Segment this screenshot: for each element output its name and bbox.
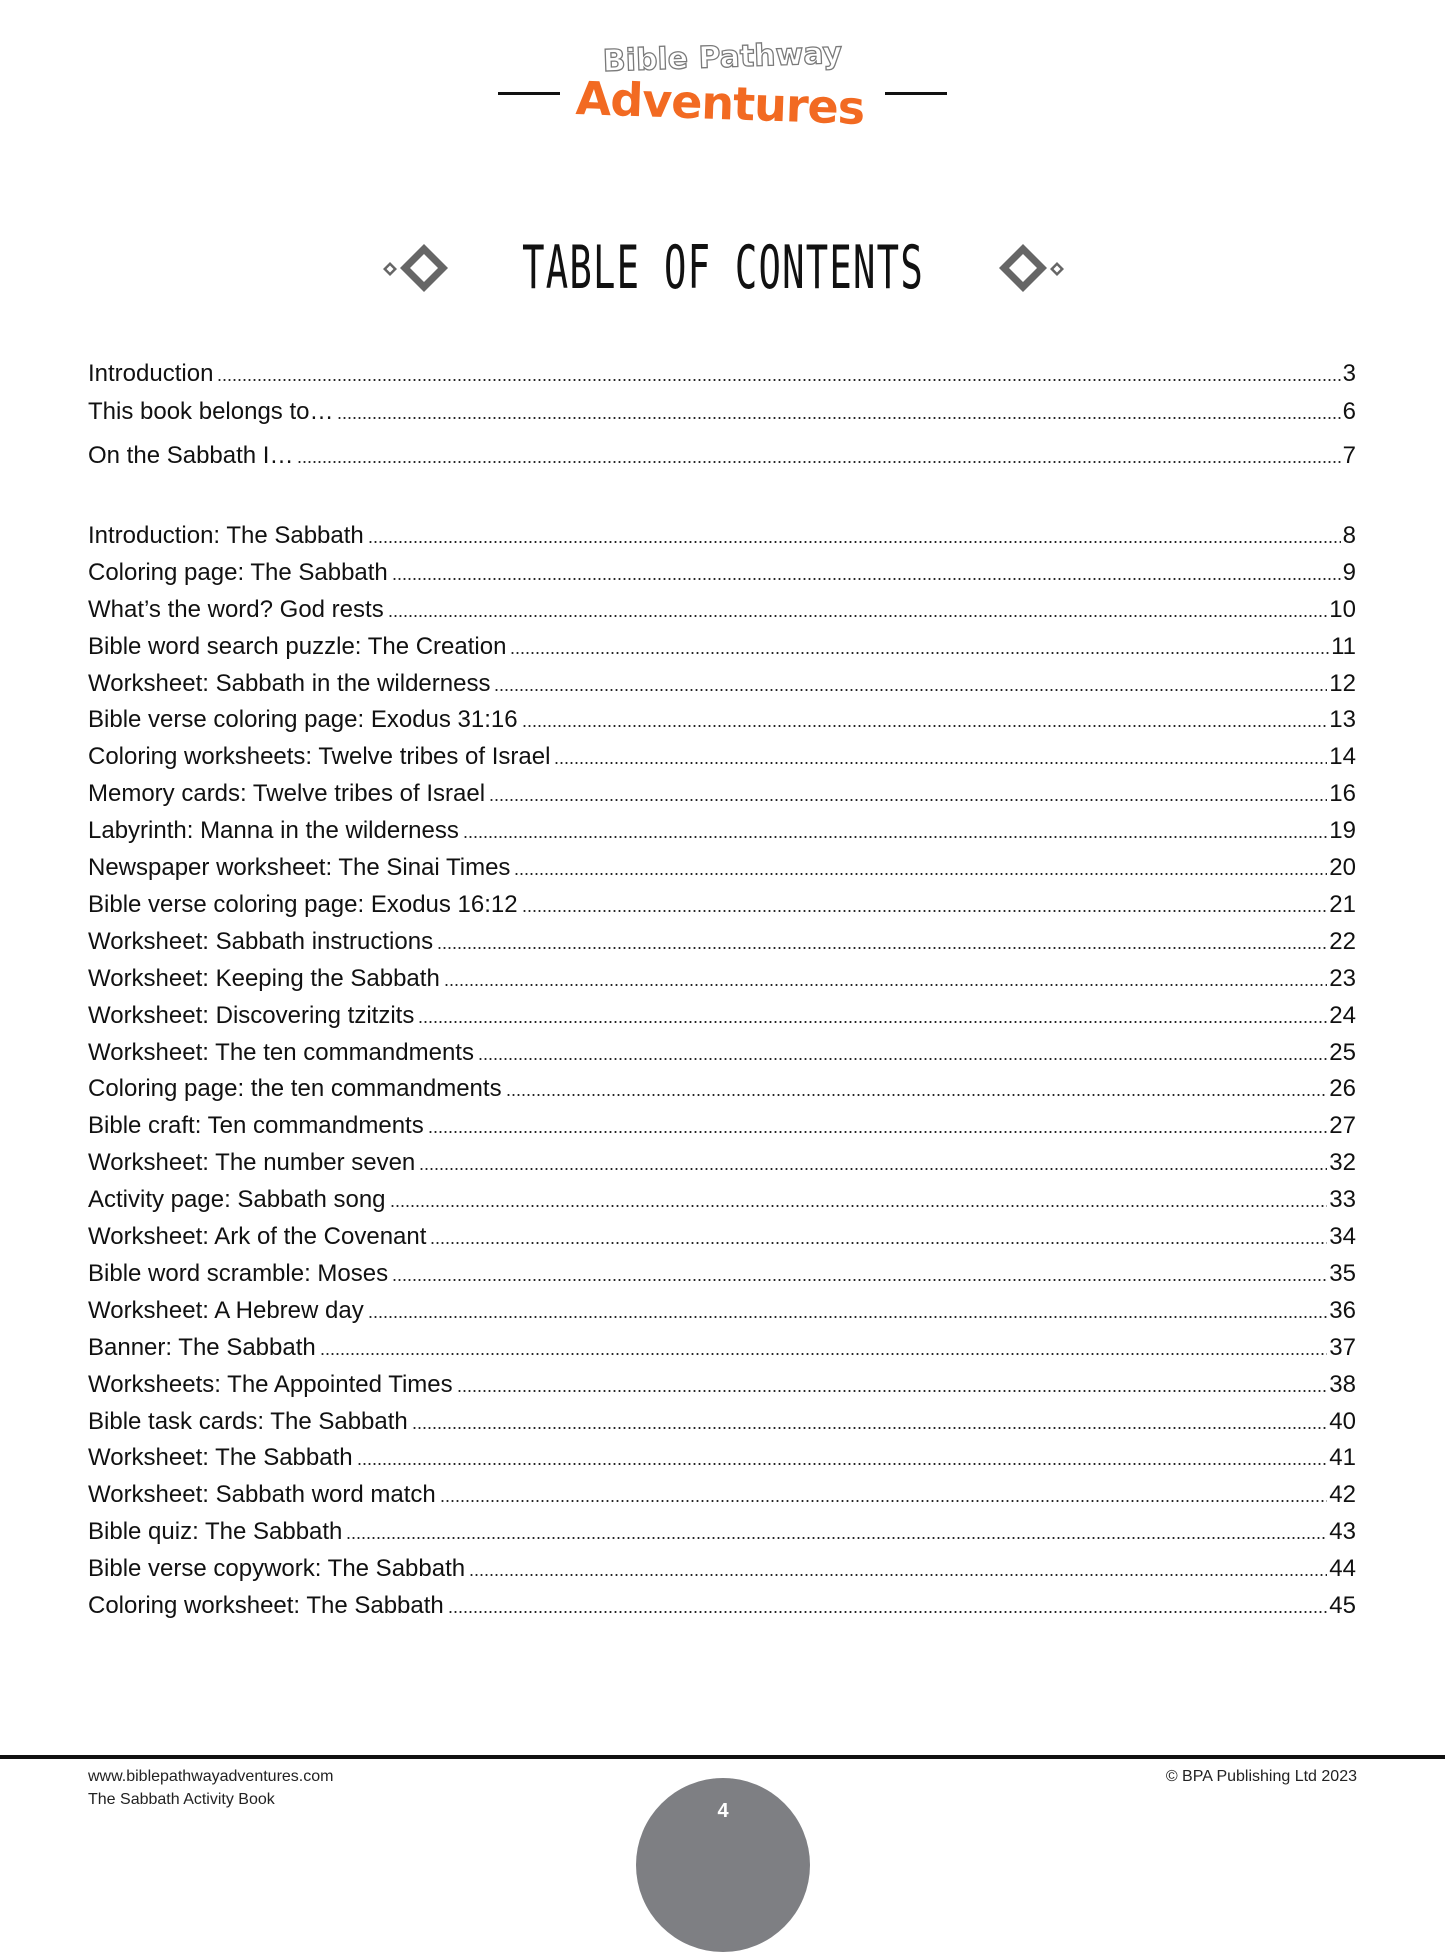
- toc-entry-title: Labyrinth: Manna in the wilderness: [88, 816, 463, 846]
- toc-entry[interactable]: [88, 1480, 1356, 1510]
- toc-entry-page: 7: [1342, 442, 1356, 469]
- footer-website[interactable]: www.biblepathwayadventures.com: [88, 1768, 334, 1785]
- toc-entry-page: 12: [1329, 670, 1356, 697]
- toc-entry[interactable]: [88, 1591, 1356, 1621]
- toc-entry[interactable]: [88, 890, 1356, 920]
- toc-entry-page: 40: [1329, 1408, 1356, 1435]
- dot-leader: [510, 650, 1329, 656]
- toc-entry-title: Worksheet: Ark of the Covenant: [88, 1222, 430, 1252]
- toc-entry[interactable]: [88, 1185, 1356, 1215]
- toc-entry-page: 14: [1329, 743, 1356, 770]
- table-of-contents: [88, 0, 1356, 1700]
- toc-entry-title: Introduction: The Sabbath: [88, 521, 368, 551]
- toc-entry[interactable]: [88, 1074, 1356, 1104]
- toc-entry[interactable]: [88, 1001, 1356, 1031]
- toc-entry[interactable]: [88, 1333, 1356, 1363]
- dot-leader: [463, 834, 1327, 840]
- toc-entry[interactable]: [88, 558, 1356, 588]
- toc-entry-page: 9: [1342, 559, 1356, 586]
- dot-leader: [430, 1240, 1327, 1246]
- toc-entry-title: Coloring worksheet: The Sabbath: [88, 1591, 448, 1621]
- dot-leader: [297, 459, 1340, 465]
- toc-entry[interactable]: [88, 1517, 1356, 1547]
- page-title-text: TABLE OF CONTENTS: [522, 233, 925, 303]
- toc-entry-title: Newspaper worksheet: The Sinai Times: [88, 853, 514, 883]
- toc-entry[interactable]: [88, 779, 1356, 809]
- toc-entry-page: 24: [1329, 1002, 1356, 1029]
- logo-text-top: Bible Pathway: [602, 35, 843, 80]
- dot-leader: [506, 1092, 1328, 1098]
- toc-entry[interactable]: [88, 1554, 1356, 1584]
- toc-entry-page: 33: [1329, 1186, 1356, 1213]
- toc-entry[interactable]: [88, 1038, 1356, 1068]
- dot-leader: [522, 908, 1328, 914]
- dot-leader: [392, 1277, 1327, 1283]
- toc-entry-title: Worksheet: Sabbath word match: [88, 1480, 440, 1510]
- toc-entry-title: Bible quiz: The Sabbath: [88, 1517, 346, 1547]
- toc-entry-page: 36: [1329, 1297, 1356, 1324]
- dot-leader: [440, 1498, 1328, 1504]
- toc-entry-title: Worksheet: Keeping the Sabbath: [88, 964, 444, 994]
- toc-entry-page: 41: [1329, 1444, 1356, 1471]
- toc-entry-page: 42: [1329, 1481, 1356, 1508]
- dot-leader: [522, 723, 1328, 729]
- toc-entry-title: On the Sabbath I…: [88, 441, 297, 471]
- dot-leader: [428, 1129, 1328, 1135]
- toc-entry[interactable]: [88, 1148, 1356, 1178]
- dot-leader: [514, 871, 1327, 877]
- toc-entry-page: 32: [1329, 1149, 1356, 1176]
- toc-entry-page: 44: [1329, 1555, 1356, 1582]
- toc-entry-page: 45: [1329, 1592, 1356, 1619]
- dot-leader: [368, 1314, 1328, 1320]
- dot-leader: [368, 539, 1341, 545]
- toc-entry-title: Coloring page: The Sabbath: [88, 558, 392, 588]
- toc-entry[interactable]: [88, 1370, 1356, 1400]
- toc-entry-page: 25: [1329, 1039, 1356, 1066]
- toc-entry-page: 43: [1329, 1518, 1356, 1545]
- dot-leader: [337, 415, 1340, 421]
- toc-entry[interactable]: [88, 359, 1356, 389]
- dot-leader: [494, 687, 1327, 693]
- toc-entry-page: 10: [1329, 596, 1356, 623]
- toc-entry[interactable]: [88, 816, 1356, 846]
- toc-entry[interactable]: [88, 441, 1356, 471]
- toc-entry[interactable]: [88, 927, 1356, 957]
- toc-entry-title: Worksheet: A Hebrew day: [88, 1296, 368, 1326]
- dot-leader: [390, 1203, 1328, 1209]
- dot-leader: [392, 576, 1341, 582]
- dot-leader: [554, 760, 1327, 766]
- toc-entry-page: 11: [1331, 633, 1356, 660]
- footer-book-title: The Sabbath Activity Book: [88, 1791, 275, 1808]
- toc-entry[interactable]: [88, 742, 1356, 772]
- toc-entry-page: 23: [1329, 965, 1356, 992]
- toc-entry-title: This book belongs to…: [88, 397, 337, 427]
- toc-entry-title: Bible word search puzzle: The Creation: [88, 632, 510, 662]
- toc-entry[interactable]: [88, 632, 1356, 662]
- dot-leader: [489, 797, 1327, 803]
- logo-text-bottom: Adventures: [574, 70, 866, 136]
- toc-entry[interactable]: [88, 1407, 1356, 1437]
- footer-copyright: © BPA Publishing Ltd 2023: [1165, 1768, 1357, 1785]
- toc-entry[interactable]: [88, 853, 1356, 883]
- toc-entry-title: Worksheet: Sabbath in the wilderness: [88, 669, 494, 699]
- toc-entry-title: Worksheet: The number seven: [88, 1148, 419, 1178]
- toc-entry-title: Bible craft: Ten commandments: [88, 1111, 428, 1141]
- toc-entry[interactable]: [88, 1111, 1356, 1141]
- toc-entry-page: 38: [1329, 1371, 1356, 1398]
- toc-entry-title: Introduction: [88, 359, 217, 389]
- toc-entry[interactable]: [88, 595, 1356, 625]
- footer-info: [88, 1765, 333, 1811]
- toc-entry-title: Worksheet: The ten commandments: [88, 1038, 478, 1068]
- toc-entry-page: 8: [1342, 522, 1356, 549]
- footer-divider: [0, 1755, 1445, 1759]
- toc-entry-page: 26: [1329, 1075, 1356, 1102]
- toc-entry-page: 13: [1329, 706, 1356, 733]
- toc-entry-title: Memory cards: Twelve tribes of Israel: [88, 779, 489, 809]
- dot-leader: [448, 1609, 1328, 1615]
- dot-leader: [444, 982, 1328, 988]
- toc-entry[interactable]: [88, 1443, 1356, 1473]
- toc-entry-title: What’s the word? God rests: [88, 595, 388, 625]
- page-number: 4: [717, 1800, 729, 1822]
- dot-leader: [469, 1572, 1327, 1578]
- toc-entry-page: 34: [1329, 1223, 1356, 1250]
- toc-entry-title: Worksheets: The Appointed Times: [88, 1370, 457, 1400]
- toc-entry[interactable]: [88, 964, 1356, 994]
- toc-entry-title: Bible verse coloring page: Exodus 31:16: [88, 705, 522, 735]
- dot-leader: [437, 945, 1327, 951]
- toc-entry-page: 19: [1329, 817, 1356, 844]
- toc-entry[interactable]: [88, 1296, 1356, 1326]
- toc-entry-title: Activity page: Sabbath song: [88, 1185, 390, 1215]
- page-number-badge: [636, 1778, 810, 1952]
- toc-entry[interactable]: [88, 397, 1356, 427]
- toc-entry-title: Bible word scramble: Moses: [88, 1259, 392, 1289]
- toc-entry-title: Worksheet: Discovering tzitzits: [88, 1001, 418, 1031]
- toc-entry-title: Coloring worksheets: Twelve tribes of Israel: [88, 742, 554, 772]
- dot-leader: [217, 377, 1340, 383]
- dot-leader: [419, 1166, 1327, 1172]
- toc-entry[interactable]: [88, 669, 1356, 699]
- dot-leader: [418, 1019, 1327, 1025]
- toc-entry-page: 20: [1329, 854, 1356, 881]
- dot-leader: [457, 1388, 1328, 1394]
- dot-leader: [388, 613, 1328, 619]
- toc-entry[interactable]: [88, 705, 1356, 735]
- dot-leader: [412, 1425, 1328, 1431]
- toc-entry[interactable]: [88, 1222, 1356, 1252]
- toc-entry-page: 3: [1342, 360, 1356, 387]
- toc-entry-title: Bible verse copywork: The Sabbath: [88, 1554, 469, 1584]
- toc-entry-title: Bible task cards: The Sabbath: [88, 1407, 412, 1437]
- toc-entry-page: 6: [1342, 398, 1356, 425]
- toc-entry-page: 27: [1329, 1112, 1356, 1139]
- dot-leader: [346, 1535, 1327, 1541]
- toc-entry-page: 21: [1329, 891, 1356, 918]
- toc-entry-title: Banner: The Sabbath: [88, 1333, 320, 1363]
- toc-entry-page: 16: [1329, 780, 1356, 807]
- dot-leader: [320, 1351, 1328, 1357]
- toc-entry[interactable]: [88, 521, 1356, 551]
- toc-entry-title: Worksheet: The Sabbath: [88, 1443, 357, 1473]
- dot-leader: [357, 1461, 1328, 1467]
- toc-entry-page: 37: [1329, 1334, 1356, 1361]
- dot-leader: [478, 1056, 1327, 1062]
- toc-entry-title: Coloring page: the ten commandments: [88, 1074, 506, 1104]
- toc-entry-page: 35: [1329, 1260, 1356, 1287]
- toc-entry-page: 22: [1329, 928, 1356, 955]
- toc-entry-title: Worksheet: Sabbath instructions: [88, 927, 437, 957]
- toc-entry[interactable]: [88, 1259, 1356, 1289]
- toc-entry-title: Bible verse coloring page: Exodus 16:12: [88, 890, 522, 920]
